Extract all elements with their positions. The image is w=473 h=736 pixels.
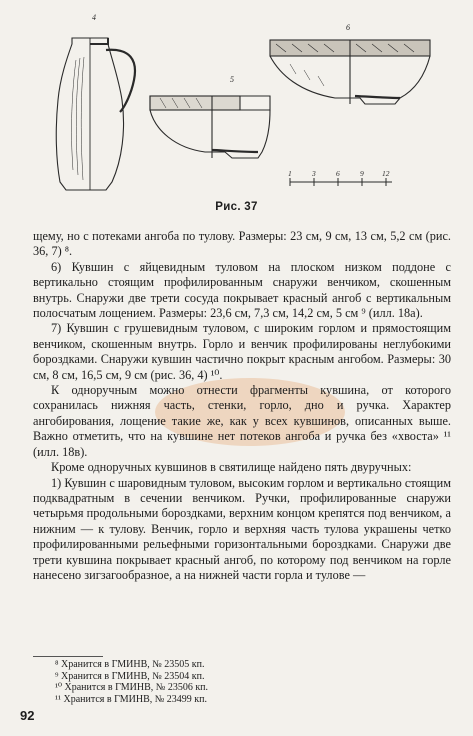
paragraph-continuation: щему, но с потеками ангоба по тулову. Размеры: 23 см, 9 см, 13 см, 5,2 см (рис. 36, 7) ⁸. (33, 229, 451, 259)
paragraph-two-handled: Кроме одноручных кувшинов в святилище найдено пять двуручных: (51, 460, 412, 475)
paragraph-item-7: 7) Кувшин с грушевидным туловом, с широким горлом и прямостоящим венчиком, скошенным внутрь. Горло и венчик профилированы неглубокими бороздками. Снаружи кувшин частично покрыт красным ангобом. Размеры: 30 см, 8 см, 16,5 см, 9 см (рис. 36, 4) ¹⁰. (33, 321, 451, 382)
footnotes (33, 656, 453, 705)
footnote-number: ¹⁰ (55, 682, 63, 693)
scale-label-12: 12 (382, 169, 390, 178)
footnote-rule (33, 656, 103, 657)
footnote-text: Хранится в ГМИНВ, № 23506 кп. (64, 682, 209, 693)
bowl-drawing-5 (150, 96, 270, 158)
page-number: 92 (20, 708, 35, 723)
figure-caption: Рис. 37 (215, 201, 258, 213)
scale-bar (290, 178, 392, 186)
jug-drawing-4 (56, 38, 135, 190)
bowl-drawing-6 (270, 40, 430, 104)
body-text (33, 229, 451, 583)
footnote-11 (33, 694, 453, 706)
footnote-text: Хранится в ГМИНВ, № 23505 кп. (61, 659, 205, 670)
label-5: 5 (230, 75, 234, 84)
label-6: 6 (346, 23, 350, 32)
paragraph-fragments: К одноручным можно отнести фрагменты кувшина, от которого сохранилась нижняя часть, стенки, горло, дно и ручка. Характер ангобирования, лощение такие же, как у всех кувшинов, описанных выше. Важно отметить, что на кувшине нет потеков ангоба и ручка без «хвоста» ¹¹ (илл. 18в). (33, 383, 451, 459)
paragraph-item-1: 1) Кувшин с шаровидным туловом, высоким горлом и вертикально стоящим подквадратным в сечении венчиком. Ручки, профилированные снаружи четырьмя продольными бороздками, верхним концом крепятся под венчиком, а нижним — к тулову. Венчик, горло и верхняя часть тулова украшены четко профилированными рельефными горизонтальными бороздками. Снаружи две трети кувшина покрывает красный ангоб, по которому под венчиком на горле нанесено зигзагообразное, а на нижней части горла и тулове — (33, 475, 451, 582)
footnote-9 (33, 671, 453, 683)
footnote-text: Хранится в ГМИНВ, № 23504 кп. (61, 670, 205, 682)
footnote-number: ⁸ (55, 659, 59, 670)
footnote-number: ¹¹ (55, 693, 61, 705)
scale-label-9: 9 (360, 169, 364, 178)
footnote-text: Хранится в ГМИНВ, № 23499 кп. (63, 693, 208, 705)
scale-label-1: 1 (288, 169, 292, 178)
footnote-8 (33, 659, 453, 671)
paragraph-item-6: 6) Кувшин с яйцевидным туловом на плоском низком поддоне с вертикально стоящим профилированным снаружи венчиком, скошенным внутрь. Снаружи две трети сосуда покрывает красный ангоб с вертикальным полосчатым лощением. Размеры: 23,6 см, 7,3 см, 14,2 см, 5 см ⁹ (илл. 18а). (33, 259, 451, 321)
label-4: 4 (92, 13, 96, 22)
scale-label-6: 6 (336, 169, 340, 178)
footnote-number: ⁹ (55, 670, 59, 682)
footnote-10 (33, 682, 453, 694)
scale-label-3: 3 (312, 169, 316, 178)
figure-37-drawings (0, 0, 473, 215)
